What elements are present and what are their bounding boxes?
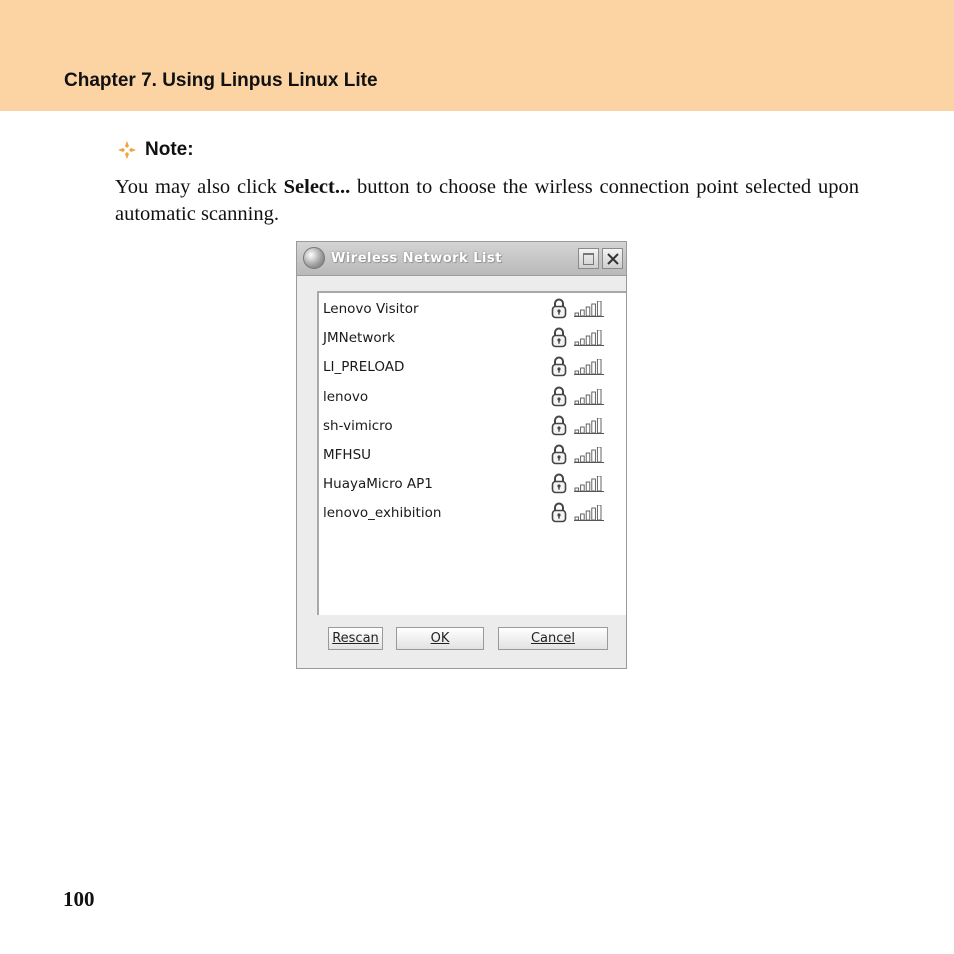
- lock-icon: [551, 473, 567, 494]
- network-name: MFHSU: [323, 447, 372, 463]
- rescan-button[interactable]: Rescan: [328, 627, 383, 650]
- signal-strength-icon: [574, 359, 604, 375]
- wireless-network-dialog: [296, 241, 627, 669]
- lock-icon: [551, 327, 567, 348]
- network-list-item[interactable]: [319, 412, 626, 441]
- signal-strength-icon: [574, 418, 604, 434]
- lock-icon: [551, 444, 567, 465]
- maximize-button[interactable]: [578, 248, 599, 269]
- network-list[interactable]: [317, 291, 626, 615]
- close-icon: [607, 253, 619, 265]
- network-list-item[interactable]: [319, 295, 626, 324]
- signal-strength-icon: [574, 330, 604, 346]
- diamond-sparkle-icon: [117, 140, 137, 160]
- note-label: Note:: [145, 139, 194, 160]
- lock-icon: [551, 415, 567, 436]
- signal-strength-icon: [574, 389, 604, 405]
- network-name: HuayaMicro AP1: [323, 476, 433, 493]
- network-list-item[interactable]: [319, 353, 626, 382]
- close-button[interactable]: [602, 248, 623, 269]
- network-list-item[interactable]: [319, 470, 626, 499]
- network-name: Lenovo Visitor: [323, 301, 419, 317]
- network-list-item[interactable]: [319, 383, 626, 412]
- lock-icon: [551, 386, 567, 407]
- network-list-item[interactable]: [319, 441, 626, 470]
- note-text-before: You may also click: [115, 176, 284, 198]
- dialog-titlebar[interactable]: [297, 242, 626, 276]
- signal-strength-icon: [574, 505, 604, 521]
- lock-icon: [551, 298, 567, 319]
- network-name: lenovo: [323, 388, 369, 405]
- cancel-button[interactable]: Cancel: [498, 627, 608, 650]
- dialog-title: Wireless Network List: [331, 251, 502, 266]
- ok-button[interactable]: OK: [396, 627, 484, 650]
- signal-strength-icon: [574, 301, 604, 317]
- note-text-bold: Select...: [283, 176, 351, 198]
- globe-icon: [303, 247, 325, 269]
- signal-strength-icon: [574, 447, 604, 463]
- network-list-item[interactable]: [319, 499, 626, 528]
- note-paragraph: [115, 174, 859, 228]
- note-text-after: button to choose the wirless connection point selected upon automatic scanning.: [115, 176, 859, 225]
- signal-strength-icon: [574, 476, 604, 492]
- network-list-item[interactable]: [319, 324, 626, 353]
- network-name: LI_PRELOAD: [323, 359, 405, 376]
- maximize-icon: [583, 253, 594, 265]
- network-name: JMNetwork: [323, 330, 395, 347]
- note-heading: [117, 139, 194, 161]
- header-band: [0, 0, 954, 111]
- network-name: lenovo_exhibition: [323, 505, 442, 522]
- lock-icon: [551, 356, 567, 377]
- lock-icon: [551, 502, 567, 523]
- network-name: sh-vimicro: [323, 417, 393, 434]
- page-number: 100: [63, 887, 95, 911]
- chapter-title: Chapter 7. Using Linpus Linux Lite: [64, 70, 378, 91]
